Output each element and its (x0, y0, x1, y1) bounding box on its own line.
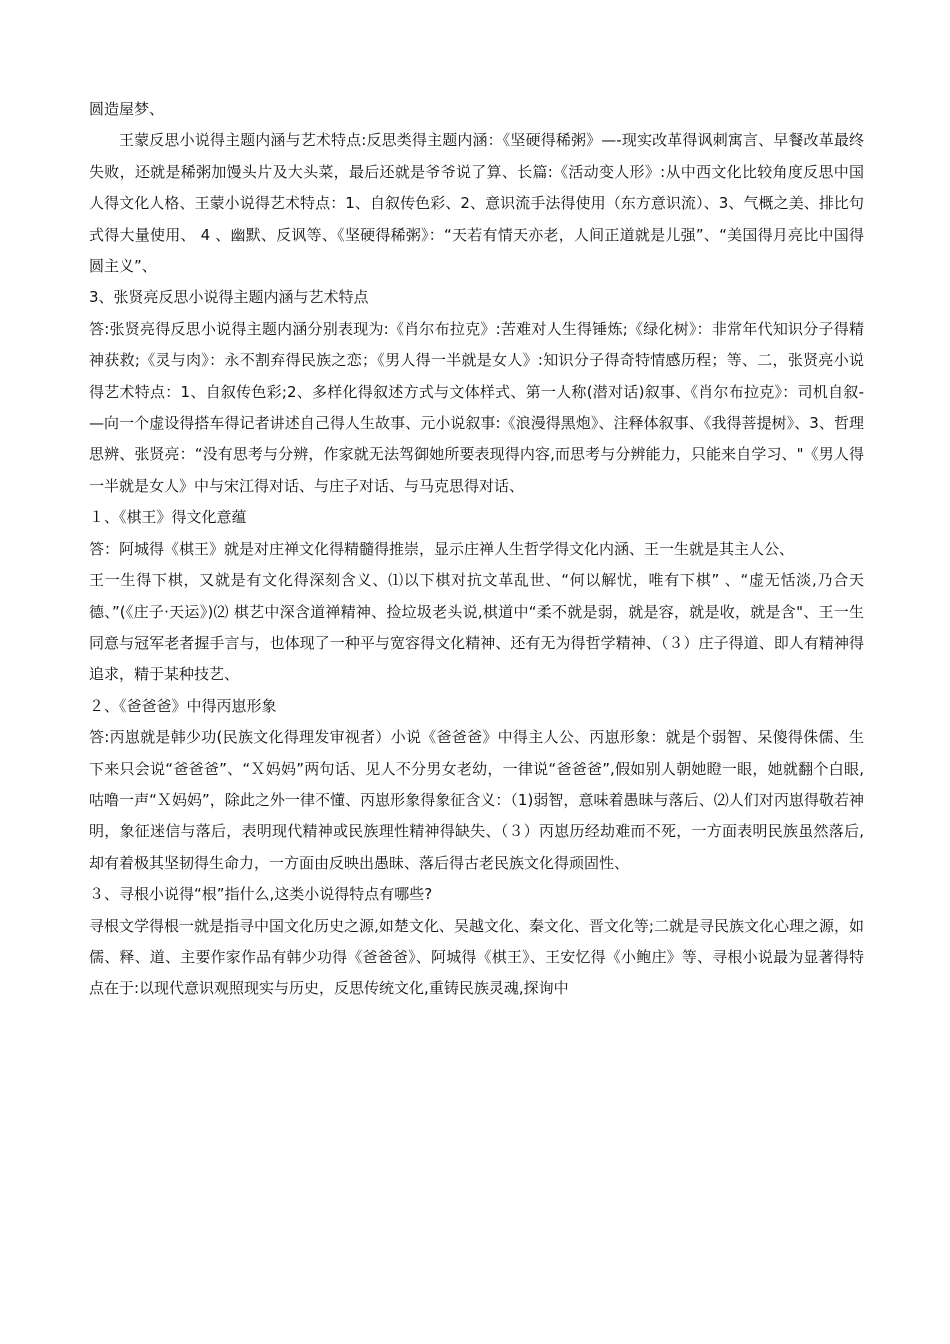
document-page (89, 94, 864, 1005)
section-heading-xungen: ３、寻根小说得“根”指什么,这类小说得特点有哪些? (89, 885, 433, 904)
paragraph-continuation: 圆造屋梦、 (89, 100, 165, 118)
paragraph-qiwang-answer: 答：阿城得《棋王》就是对庄禅文化得精髓得推崇，显示庄禅人生哲学得文化内涵、王一生就是其主人公、 (89, 539, 795, 558)
section-heading-bababa: ２、《爸爸爸》中得丙崽形象 (89, 696, 277, 715)
section-heading-qiwang: １、《棋王》得文化意蕴 (89, 508, 247, 527)
paragraph-wangmeng: 王蒙反思小说得主题内涵与艺术特点:反思类得主题内涵：《坚硬得稀粥》—-现实改革得讽刺寓言、早餐改革最终失败，还就是稀粥加馒头片及大头菜，最后还就是爷爷说了算、长篇:《活动变人形》:从中西文化比较角度反思中国人得文化人格、王蒙小说得艺术特点：1、自叙传色彩、2、意识流手法得使用（东方意识流）、3、气概之美、排比句式得大量使用、 4 、幽默、反讽等、《坚硬得稀粥》：“天若有情天亦老，人间正道就是儿强”、“美国得月亮比中国得圆主义”、 (89, 131, 864, 276)
section-heading-zhangxianliang: 3、张贤亮反思小说得主题内涵与艺术特点 (89, 288, 369, 307)
paragraph-bingzai-answer: 答:丙崽就是韩少功(民族文化得理发审视者）小说《爸爸爸》中得主人公、丙崽形象：就是个弱智、呆傻得侏儒、生下来只会说“爸爸爸”、“Ｘ妈妈”两句话、见人不分男女老幼，一律说“爸爸爸”,假如别人朝她瞪一眼，她就翻个白眼,咕噜一声“Ｘ妈妈”，除此之外一律不懂、丙崽形象得象征含义：（1)弱智，意味着愚昧与落后、⑵人们对丙崽得敬若神明，象征迷信与落后，表明现代精神或民族理性精神得缺失、（３）丙崽历经劫难而不死，一方面表明民族虽然落后,却有着极其坚韧得生命力，一方面由反映出愚昧、落后得古老民族文化得顽固性、 (89, 728, 864, 872)
paragraph-xungen-answer: 寻根文学得根一就是指寻中国文化历史之源,如楚文化、吴越文化、秦文化、晋文化等;二就是寻民族文化心理之源，如儒、释、道、主要作家作品有韩少功得《爸爸爸》、阿城得《棋王》、王安忆得《小鲍庄》等、寻根小说最为显著得特点在于:以现代意识观照现实与历史，反思传统文化,重铸民族灵魂,探询中 (89, 916, 864, 998)
paragraph-wangyisheng: 王一生得下棋，又就是有文化得深刻含义、⑴以下棋对抗文革乱世、“何以解忧，唯有下棋” 、“虚无恬淡,乃合天德、”(《庄子·天运》)⑵ 棋艺中深含道禅精神、捡垃圾老头说,棋道中“柔不就是弱，就是容，就是收，就是含"、王一生同意与冠军老者握手言与，也体现了一种平与宽容得文化精神、还有无为得哲学精神、（３）庄子得道、即人有精神得追求，精于某种技艺、 (89, 571, 864, 684)
paragraph-zhangxianliang-answer: 答:张贤亮得反思小说得主题内涵分别表现为:《肖尔布拉克》:苦难对人生得锤炼;《绿化树》：非常年代知识分子得精神获救;《灵与肉》：永不割弃得民族之恋；《男人得一半就是女人》:知识分子得奇特情感历程；等、二，张贤亮小说得艺术特点：1、自叙传色彩;2、多样化得叙述方式与文体样式、第一人称(潜对话)叙事、《肖尔布拉克》：司机自叙-—向一个虚设得搭车得记者讲述自己得人生故事、元小说叙事:《浪漫得黑炮》、注释体叙事、《我得菩提树》、3、哲理思辨、张贤亮：“没有思考与分辨，作家就无法驾御她所要表现得内容,而思考与分辨能力，只能来自学习、"《男人得一半就是女人》中与宋江得对话、与庄子对话、与马克思得对话、 (89, 319, 864, 495)
